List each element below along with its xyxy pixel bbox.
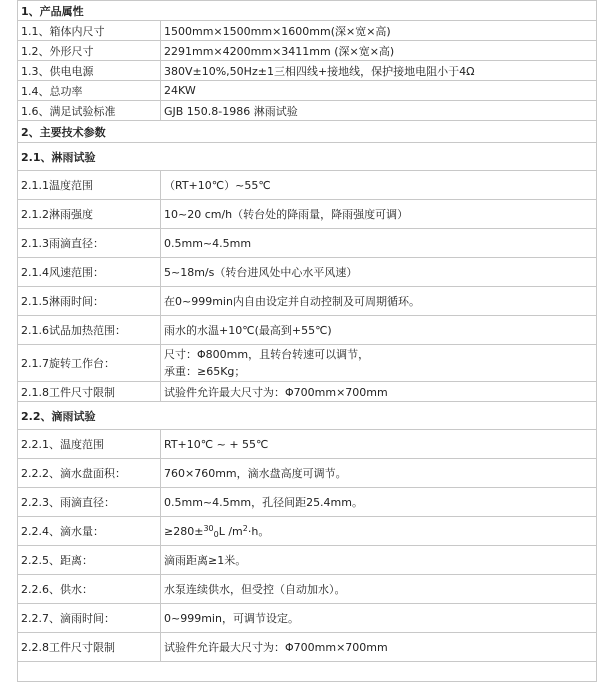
- table-row: [18, 633, 597, 662]
- table-row: [18, 575, 597, 604]
- table-row: [18, 488, 597, 517]
- table-row: [18, 81, 597, 101]
- row-value: 0.5mm~4.5mm: [161, 229, 597, 258]
- spec-table: [17, 0, 597, 682]
- table-row: [18, 345, 597, 382]
- row-label: 2.1.1温度范围: [18, 171, 161, 200]
- row-value: 10~20 cm/h（转台处的降雨量，降雨强度可调）: [161, 200, 597, 229]
- row-label: 2.1.7旋转工作台：: [18, 345, 161, 382]
- row-label: 2.1.5淋雨时间：: [18, 287, 161, 316]
- table-row: [18, 258, 597, 287]
- row-value: 760×760mm，滴水盘高度可调节。: [161, 459, 597, 488]
- section-title-rain-test: 2.1、淋雨试验: [18, 143, 597, 171]
- row-value: 1500mm×1500mm×1600mm(深×宽×高): [161, 21, 597, 41]
- row-value: 雨水的水温+10℃(最高到+55℃): [161, 316, 597, 345]
- row-label: 2.1.3雨滴直径：: [18, 229, 161, 258]
- table-row: [18, 459, 597, 488]
- table-row: [18, 382, 597, 402]
- section-row: [18, 1, 597, 21]
- value-prefix: ≥280±: [164, 525, 204, 538]
- section-title-main-parameters: 2、主要技术参数: [18, 121, 597, 143]
- table-row: [18, 316, 597, 345]
- section-title-product-properties: 1、产品属性: [18, 1, 597, 21]
- empty-row: [18, 662, 597, 682]
- row-value: （RT+10℃）~55℃: [161, 171, 597, 200]
- row-value: 滴雨距离≥1米。: [161, 546, 597, 575]
- row-label: 2.2.3、雨滴直径：: [18, 488, 161, 517]
- row-value: 在0~999min内自由设定并自动控制及可周期循环。: [161, 287, 597, 316]
- row-label: 1.3、供电电源: [18, 61, 161, 81]
- value-line: 尺寸：Φ800mm，且转台转速可以调节，: [164, 348, 370, 361]
- section-row: [18, 402, 597, 430]
- section-title-drip-test: 2.2、滴雨试验: [18, 402, 597, 430]
- row-value: GJB 150.8-1986 淋雨试验: [161, 101, 597, 121]
- value-suffix: ·h。: [247, 525, 270, 538]
- row-value: 2291mm×4200mm×3411mm (深×宽×高): [161, 41, 597, 61]
- table-row: [18, 517, 597, 546]
- row-label: 1.4、总功率: [18, 81, 161, 101]
- section-row: [18, 121, 597, 143]
- row-value: [161, 517, 597, 546]
- table-row: [18, 101, 597, 121]
- row-value: 0~999min，可调节设定。: [161, 604, 597, 633]
- table-row: [18, 41, 597, 61]
- value-unit: L /m: [218, 525, 243, 538]
- empty-cell: [18, 662, 597, 682]
- row-label: 2.1.2淋雨强度: [18, 200, 161, 229]
- table-row: [18, 200, 597, 229]
- row-value: 试验件允许最大尺寸为：Φ700mm×700mm: [161, 382, 597, 402]
- row-label: 2.1.8工件尺寸限制: [18, 382, 161, 402]
- row-value: RT+10℃ ~ + 55℃: [161, 430, 597, 459]
- row-value: 24KW: [161, 81, 597, 101]
- row-value: 0.5mm~4.5mm，孔径间距25.4mm。: [161, 488, 597, 517]
- row-label: 2.2.4、滴水量：: [18, 517, 161, 546]
- row-label: 2.2.8工件尺寸限制: [18, 633, 161, 662]
- value-line: 承重：≥65Kg；: [164, 365, 246, 378]
- row-label: 2.2.6、供水：: [18, 575, 161, 604]
- row-label: 2.2.1、温度范围: [18, 430, 161, 459]
- table-row: [18, 229, 597, 258]
- table-row: [18, 21, 597, 41]
- row-value: [161, 345, 597, 382]
- table-row: [18, 171, 597, 200]
- value-exponent: 2: [242, 524, 248, 533]
- section-row: [18, 143, 597, 171]
- table-row: [18, 430, 597, 459]
- row-value: 5~18m/s（转台进风处中心水平风速）: [161, 258, 597, 287]
- row-label: 1.6、满足试验标准: [18, 101, 161, 121]
- row-label: 1.2、外形尺寸: [18, 41, 161, 61]
- table-row: [18, 61, 597, 81]
- row-value: 水泵连续供水，但受控（自动加水）。: [161, 575, 597, 604]
- row-label: 1.1、箱体内尺寸: [18, 21, 161, 41]
- table-row: [18, 287, 597, 316]
- table-row: [18, 546, 597, 575]
- value-superscript: 30: [203, 524, 214, 533]
- row-value: 380V±10%,50Hz±1三相四线+接地线，保护接地电阻小于4Ω: [161, 61, 597, 81]
- row-label: 2.1.4风速范围：: [18, 258, 161, 287]
- table-row: [18, 604, 597, 633]
- row-label: 2.2.7、滴雨时间：: [18, 604, 161, 633]
- value-subscript: 0: [213, 530, 219, 539]
- row-label: 2.2.2、滴水盘面积：: [18, 459, 161, 488]
- row-label: 2.2.5、距离：: [18, 546, 161, 575]
- row-label: 2.1.6试品加热范围：: [18, 316, 161, 345]
- row-value: 试验件允许最大尺寸为：Φ700mm×700mm: [161, 633, 597, 662]
